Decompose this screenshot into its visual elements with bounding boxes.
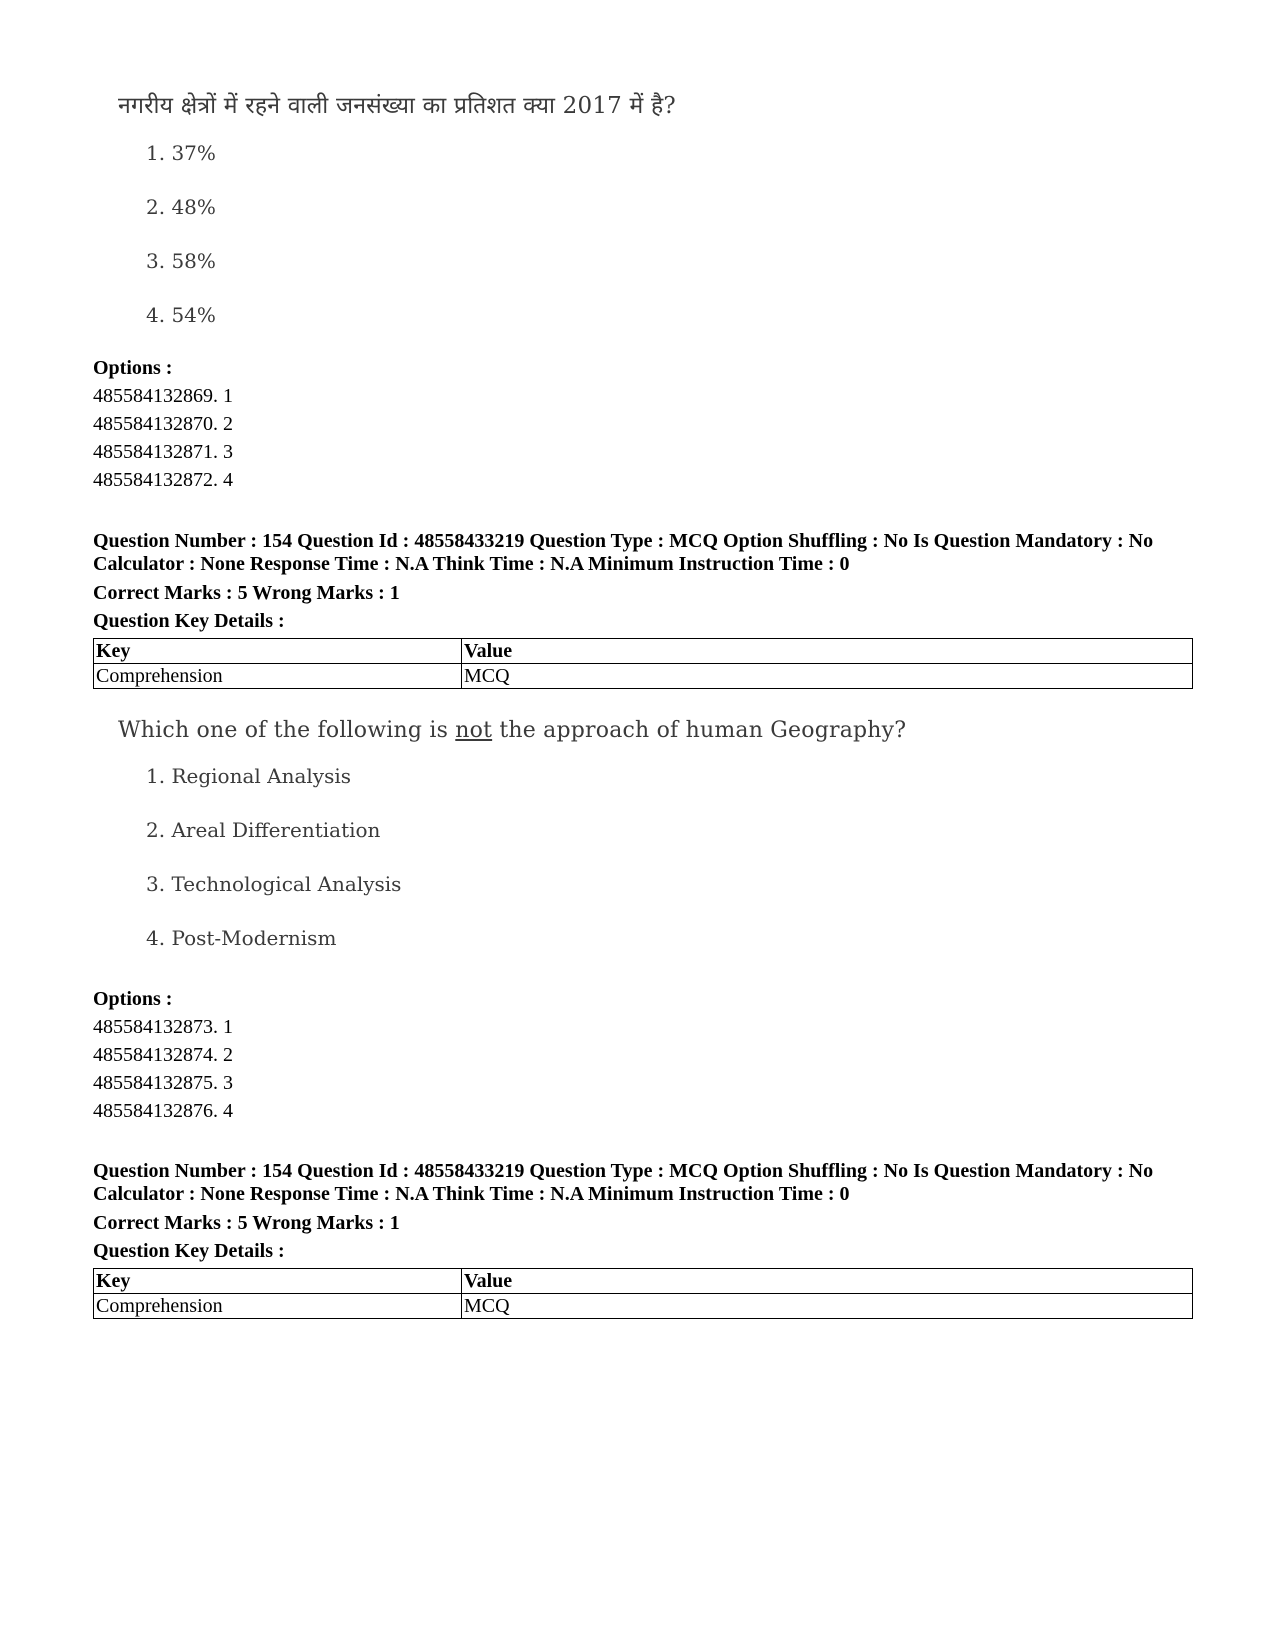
question-meta-b-info: Question Number : 154 Question Id : 48558433219 Question Type : MCQ Option Shuffling : No Is Question Mandatory : No Calculator : None Response Time : N.A Think Time : N.A Minimum Instruction Time : 0 [93, 1160, 1154, 1205]
options-a-label: Options : [93, 357, 173, 379]
question-b-text [118, 718, 906, 743]
option-id-a-2: 485584132870. 2 [93, 413, 233, 435]
option-id-b-3: 485584132875. 3 [93, 1072, 233, 1094]
options-a-block [93, 354, 1193, 494]
question-key-table-a [93, 638, 1193, 689]
options-b-label: Options : [93, 988, 173, 1010]
table-cell-key: Comprehension [94, 1294, 462, 1319]
question-a-image [100, 88, 676, 342]
question-a-option-3: 3. 58% [146, 249, 216, 273]
table-header-value: Value [462, 1269, 1193, 1294]
table-row [94, 664, 1193, 689]
option-id-b-4: 485584132876. 4 [93, 1100, 233, 1122]
question-meta-a-key-details: Question Key Details : [93, 610, 285, 632]
question-b-text-underlined: not [455, 718, 493, 743]
question-b-image [100, 718, 906, 965]
table-header-value: Value [462, 639, 1193, 664]
question-a-options [100, 126, 676, 342]
question-b-text-before: Which one of the following is [118, 718, 456, 743]
question-a-text: नगरीय क्षेत्रों में रहने वाली जनसंख्या का प्रतिशत क्या 2017 में है? [118, 93, 676, 119]
question-b-option-4: 4. Post-Modernism [146, 926, 337, 950]
table-header-key: Key [94, 639, 462, 664]
question-b-option-1: 1. Regional Analysis [146, 764, 351, 788]
question-key-table-b [93, 1268, 1193, 1319]
question-meta-b-marks: Correct Marks : 5 Wrong Marks : 1 [93, 1212, 400, 1234]
option-id-a-1: 485584132869. 1 [93, 385, 233, 407]
question-a-option-4: 4. 54% [146, 303, 216, 327]
question-b-option-2: 2. Areal Differentiation [146, 818, 381, 842]
question-b-options [100, 749, 906, 965]
options-b-block [93, 985, 1193, 1125]
table-cell-value: MCQ [462, 1294, 1193, 1319]
question-meta-a-info: Question Number : 154 Question Id : 48558433219 Question Type : MCQ Option Shuffling : No Is Question Mandatory : No Calculator : None Response Time : N.A Think Time : N.A Minimum Instruction Time : 0 [93, 530, 1154, 575]
table-cell-value: MCQ [462, 664, 1193, 689]
question-a-option-2: 2. 48% [146, 195, 216, 219]
option-id-a-3: 485584132871. 3 [93, 441, 233, 463]
table-header-key: Key [94, 1269, 462, 1294]
question-b-option-3: 3. Technological Analysis [146, 872, 402, 896]
question-meta-b-key-details: Question Key Details : [93, 1240, 285, 1262]
table-cell-key: Comprehension [94, 664, 462, 689]
table-header-row [94, 1269, 1193, 1294]
question-a-option-1: 1. 37% [146, 141, 216, 165]
table-row [94, 1294, 1193, 1319]
table-header-row [94, 639, 1193, 664]
option-id-b-2: 485584132874. 2 [93, 1044, 233, 1066]
question-meta-a-marks: Correct Marks : 5 Wrong Marks : 1 [93, 582, 400, 604]
question-meta-a [93, 530, 1193, 689]
option-id-a-4: 485584132872. 4 [93, 469, 233, 491]
question-meta-b [93, 1160, 1193, 1319]
option-id-b-1: 485584132873. 1 [93, 1016, 233, 1038]
question-b-text-after: the approach of human Geography? [492, 718, 907, 743]
